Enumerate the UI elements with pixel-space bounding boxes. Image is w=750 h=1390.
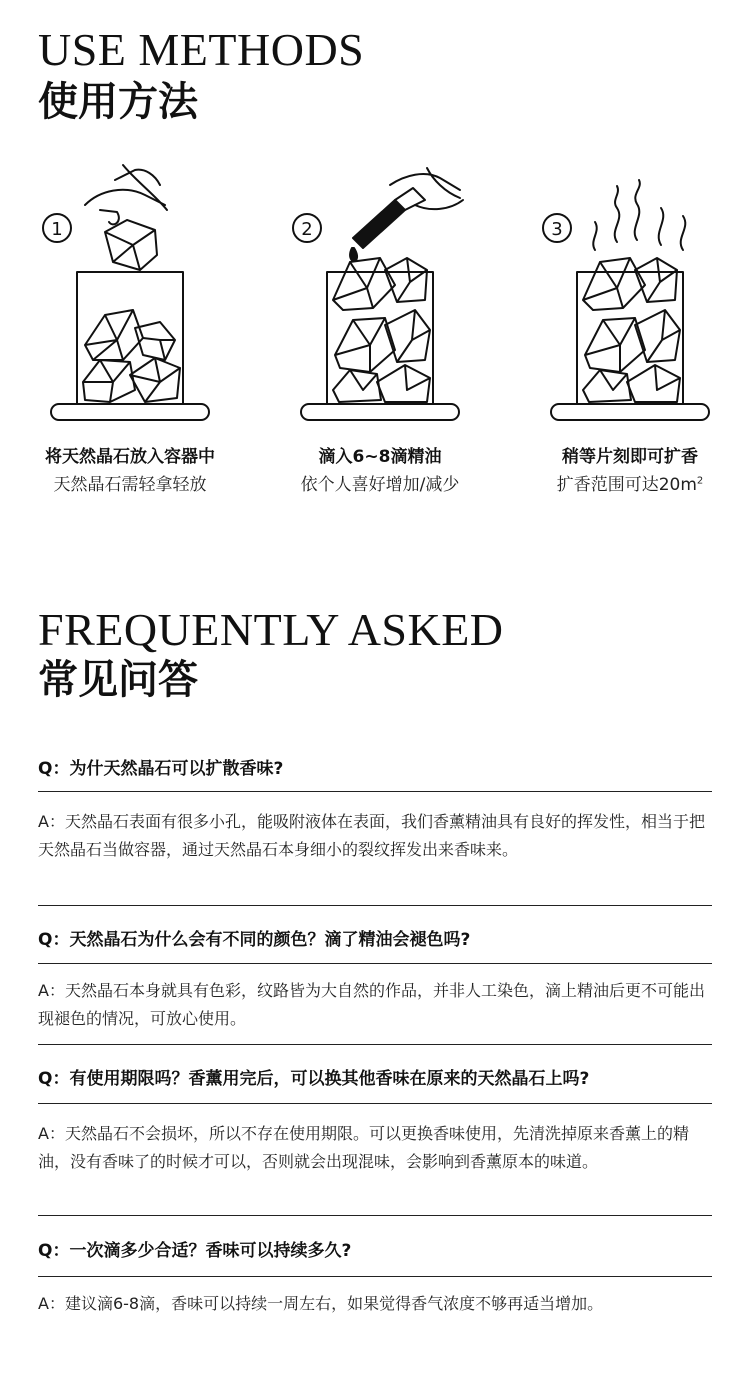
step-number: 2	[301, 219, 313, 240]
step-number: 3	[551, 219, 563, 240]
divider	[38, 905, 712, 906]
faq-question: Q：为什天然晶石可以扩散香味?	[38, 759, 284, 779]
faq-title-cn: 常见问答	[38, 657, 198, 703]
divider	[38, 1044, 712, 1045]
faq-question: Q：有使用期限吗？香薰用完后，可以换其他香味在原来的天然晶石上吗?	[38, 1069, 590, 1089]
step-title: 稍等片刻即可扩香	[562, 447, 698, 467]
faq-answer: A：天然晶石本身就具有色彩，纹路皆为大自然的作品，并非人工染色，滴上精油后更不可能出现褪色的情况，可放心使用。	[38, 981, 705, 1028]
superscript: 2	[696, 475, 704, 487]
step-title: 将天然晶石放入容器中	[45, 447, 215, 467]
step-subtitle: 天然晶石需轻拿轻放	[53, 475, 207, 495]
faq-answer: A：天然晶石不会损坏，所以不存在使用期限。可以更换香味使用，先清洗掉原来香薰上的精油，没有香味了的时候才可以，否则就会出现混味，会影响到香薰原本的味道。	[38, 1124, 689, 1171]
step-subtitle: 依个人喜好增加/减少	[300, 475, 460, 495]
faq-question: Q：一次滴多少合适？香味可以持续多久?	[38, 1241, 352, 1261]
faq-answer: A：天然晶石表面有很多小孔，能吸附液体在表面，我们香薰精油具有良好的挥发性，相当于把天然晶石当做容器，通过天然晶石本身细小的裂纹挥发出来香味来。	[38, 812, 705, 859]
step-number: 1	[51, 219, 63, 240]
faq-question: Q：天然晶石为什么会有不同的颜色？滴了精油会褪色吗?	[38, 930, 471, 950]
step-title: 滴入6~8滴精油	[318, 447, 442, 467]
faq-list	[38, 0, 712, 1390]
faq-answer: A：建议滴6-8滴，香味可以持续一周左右，如果觉得香气浓度不够再适当增加。	[38, 1294, 604, 1313]
faq-title-en: FREQUENTLY ASKED	[38, 604, 504, 655]
methods-title-cn: 使用方法	[38, 79, 198, 125]
step-subtitle-text: 扩香范围可达20m	[556, 475, 697, 495]
divider	[38, 1103, 712, 1104]
divider	[38, 1215, 712, 1216]
divider	[38, 1276, 712, 1277]
divider	[38, 963, 712, 964]
methods-title-en: USE METHODS	[38, 24, 365, 75]
divider	[38, 791, 712, 792]
